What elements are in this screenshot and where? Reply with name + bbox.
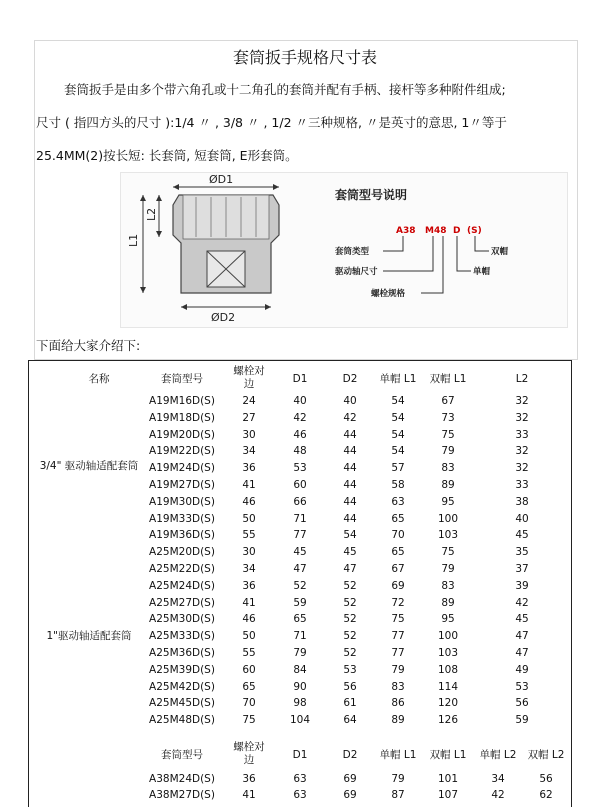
value-cell: 47 xyxy=(515,647,529,659)
model-cell: A25M30D(S) xyxy=(149,613,215,626)
value-cell: 77 xyxy=(293,529,307,542)
value-cell: 75 xyxy=(441,546,455,559)
model-cell: A25M33D(S) xyxy=(149,630,215,643)
value-cell: 67 xyxy=(441,395,455,407)
value-cell: 79 xyxy=(391,773,405,785)
value-cell: 24 xyxy=(242,395,256,407)
value-cell: 40 xyxy=(343,395,357,407)
value-cell: 27 xyxy=(242,411,256,424)
value-cell: 89 xyxy=(441,596,455,609)
value-cell: 36 xyxy=(242,462,256,475)
model-cell: A19M27D(S) xyxy=(149,479,215,491)
col-header-single-l1: 单帽 L1 xyxy=(379,373,417,385)
value-cell: 41 xyxy=(242,596,256,609)
value-cell: 54 xyxy=(391,395,405,407)
value-cell: 65 xyxy=(391,512,405,525)
value-cell: 73 xyxy=(441,411,455,424)
page-title: 套筒扳手规格尺寸表 xyxy=(232,48,377,67)
value-cell: 42 xyxy=(491,789,505,801)
value-cell: 126 xyxy=(437,714,459,727)
value-cell: 55 xyxy=(242,529,256,542)
value-cell: 83 xyxy=(441,462,455,475)
value-cell: 100 xyxy=(437,630,459,643)
legend-thread: 螺栓规格 xyxy=(371,289,406,299)
value-cell: 103 xyxy=(437,529,459,542)
value-cell: 40 xyxy=(293,395,307,407)
value-cell: 53 xyxy=(515,680,529,693)
socket-diagram-svg xyxy=(121,173,567,327)
model-cell: A25M45D(S) xyxy=(149,697,215,710)
value-cell: 89 xyxy=(441,479,455,491)
value-cell: 42 xyxy=(293,411,307,424)
value-cell: 75 xyxy=(441,428,455,441)
value-cell: 44 xyxy=(343,462,357,475)
value-cell: 52 xyxy=(343,613,357,626)
value-cell: 54 xyxy=(391,411,405,424)
value-cell: 39 xyxy=(515,579,529,592)
value-cell: 79 xyxy=(441,445,455,458)
value-cell: 104 xyxy=(289,714,311,727)
value-cell: 58 xyxy=(391,479,405,491)
value-cell: 103 xyxy=(437,647,459,659)
value-cell: 95 xyxy=(441,495,455,508)
value-cell: 42 xyxy=(343,411,357,424)
model-cell: A25M24D(S) xyxy=(149,579,215,592)
code-a: A38 xyxy=(396,226,416,236)
code-d: D xyxy=(453,226,461,236)
value-cell: 47 xyxy=(293,563,307,575)
value-cell: 34 xyxy=(242,563,256,575)
value-cell: 52 xyxy=(343,647,357,659)
value-cell: 98 xyxy=(293,697,307,710)
value-cell: 41 xyxy=(242,479,256,491)
paragraph-line-1: 套筒扳手是由多个带六角孔或十二角孔的套筒并配有手柄、接杆等多种附件组成; xyxy=(64,82,506,97)
value-cell: 30 xyxy=(242,428,256,441)
value-cell: 50 xyxy=(242,512,256,525)
value-cell: 69 xyxy=(343,789,357,801)
value-cell: 114 xyxy=(437,680,459,693)
model-cell: A19M16D(S) xyxy=(149,395,215,407)
model-cell: A25M27D(S) xyxy=(149,596,215,609)
model-cell: A19M30D(S) xyxy=(149,495,215,508)
value-cell: 120 xyxy=(437,697,459,710)
model-cell: A19M33D(S) xyxy=(149,512,215,525)
value-cell: 79 xyxy=(293,647,307,659)
value-cell: 32 xyxy=(515,395,529,407)
value-cell: 70 xyxy=(242,697,256,710)
col2-header-single-l1: 单帽 L1 xyxy=(379,749,417,761)
value-cell: 30 xyxy=(242,546,256,559)
col-header-model: 套筒型号 xyxy=(161,373,203,385)
legend-single: 单帽 xyxy=(473,267,491,277)
value-cell: 89 xyxy=(391,714,405,727)
value-cell: 90 xyxy=(293,680,307,693)
value-cell: 59 xyxy=(293,596,307,609)
value-cell: 45 xyxy=(515,529,529,542)
value-cell: 46 xyxy=(242,495,256,508)
value-cell: 44 xyxy=(343,495,357,508)
value-cell: 60 xyxy=(242,663,256,676)
value-cell: 64 xyxy=(343,714,357,727)
model-cell: A38M27D(S) xyxy=(149,789,215,801)
value-cell: 38 xyxy=(515,495,529,508)
value-cell: 54 xyxy=(391,428,405,441)
value-cell: 45 xyxy=(515,613,529,626)
value-cell: 63 xyxy=(293,773,307,785)
value-cell: 86 xyxy=(391,697,405,710)
model-cell: A19M22D(S) xyxy=(149,445,215,458)
value-cell: 56 xyxy=(343,680,357,693)
value-cell: 62 xyxy=(539,789,553,801)
value-cell: 36 xyxy=(242,773,256,785)
value-cell: 44 xyxy=(343,479,357,491)
model-cell: A25M20D(S) xyxy=(149,546,215,559)
code-s: (S) xyxy=(467,226,482,236)
value-cell: 32 xyxy=(515,411,529,424)
group-name-1-drive: 1"驱动轴适配套筒 xyxy=(46,630,132,642)
value-cell: 44 xyxy=(343,445,357,458)
value-cell: 61 xyxy=(343,697,357,710)
value-cell: 108 xyxy=(437,663,459,676)
col2-header-model: 套筒型号 xyxy=(161,749,203,761)
value-cell: 36 xyxy=(242,579,256,592)
model-cell: A25M48D(S) xyxy=(149,714,215,727)
intro-text: 下面给大家介绍下: xyxy=(36,338,141,353)
value-cell: 66 xyxy=(293,495,307,508)
value-cell: 41 xyxy=(242,789,256,801)
value-cell: 71 xyxy=(293,512,307,525)
col-header-bolt: 螺栓对边 xyxy=(233,365,265,390)
value-cell: 55 xyxy=(242,647,256,659)
legend-drive: 驱动轴尺寸 xyxy=(335,267,378,277)
value-cell: 34 xyxy=(491,773,505,785)
col2-header-double-l1: 双帽 L1 xyxy=(429,749,467,761)
value-cell: 50 xyxy=(242,630,256,643)
value-cell: 65 xyxy=(293,613,307,626)
value-cell: 56 xyxy=(515,697,529,710)
value-cell: 69 xyxy=(343,773,357,785)
value-cell: 40 xyxy=(515,512,529,525)
l1-label: L1 xyxy=(127,233,140,247)
model-cell: A19M20D(S) xyxy=(149,428,215,441)
group-name-3-4-drive: 3/4" 驱动轴适配套筒 xyxy=(39,460,139,472)
col2-header-d2: D2 xyxy=(342,749,358,761)
col-header-d1: D1 xyxy=(292,373,308,385)
value-cell: 63 xyxy=(391,495,405,508)
model-cell: A19M36D(S) xyxy=(149,529,215,542)
model-cell: A25M42D(S) xyxy=(149,680,215,693)
l2-label: L2 xyxy=(145,207,158,221)
value-cell: 45 xyxy=(343,546,357,559)
value-cell: 46 xyxy=(293,428,307,441)
paragraph-line-3: 25.4MM(2)按长短: 长套筒, 短套筒, E形套筒。 xyxy=(36,148,298,163)
value-cell: 37 xyxy=(515,563,529,575)
value-cell: 49 xyxy=(515,663,529,676)
model-cell: A19M24D(S) xyxy=(149,462,215,475)
value-cell: 47 xyxy=(343,563,357,575)
value-cell: 71 xyxy=(293,630,307,643)
value-cell: 63 xyxy=(293,789,307,801)
value-cell: 72 xyxy=(391,596,405,609)
value-cell: 79 xyxy=(441,563,455,575)
col2-header-double-l2: 双帽 L2 xyxy=(527,749,565,761)
value-cell: 44 xyxy=(343,512,357,525)
value-cell: 48 xyxy=(293,445,307,458)
value-cell: 33 xyxy=(515,479,529,491)
value-cell: 75 xyxy=(242,714,256,727)
value-cell: 65 xyxy=(391,546,405,559)
value-cell: 60 xyxy=(293,479,307,491)
code-m: M48 xyxy=(425,226,447,236)
col-header-name: 名称 xyxy=(88,373,110,385)
legend-type: 套筒类型 xyxy=(335,247,370,257)
model-cell: A25M22D(S) xyxy=(149,563,215,575)
value-cell: 77 xyxy=(391,647,405,659)
col-header-l2: L2 xyxy=(515,373,529,385)
value-cell: 100 xyxy=(437,512,459,525)
d2-label: ØD2 xyxy=(211,311,236,324)
spec-table xyxy=(28,360,572,807)
value-cell: 83 xyxy=(441,579,455,592)
value-cell: 67 xyxy=(391,563,405,575)
value-cell: 32 xyxy=(515,462,529,475)
col-header-d2: D2 xyxy=(342,373,358,385)
col-header-double-l1: 双帽 L1 xyxy=(429,373,467,385)
value-cell: 69 xyxy=(391,579,405,592)
value-cell: 33 xyxy=(515,428,529,441)
value-cell: 53 xyxy=(293,462,307,475)
legend-double: 双帽 xyxy=(491,247,509,257)
value-cell: 34 xyxy=(242,445,256,458)
value-cell: 56 xyxy=(539,773,553,785)
value-cell: 53 xyxy=(343,663,357,676)
value-cell: 54 xyxy=(391,445,405,458)
value-cell: 47 xyxy=(515,630,529,643)
model-cell: A25M39D(S) xyxy=(149,663,215,676)
value-cell: 32 xyxy=(515,445,529,458)
value-cell: 95 xyxy=(441,613,455,626)
value-cell: 45 xyxy=(293,546,307,559)
value-cell: 87 xyxy=(391,789,405,801)
col2-header-d1: D1 xyxy=(292,749,308,761)
legend-title: 套筒型号说明 xyxy=(335,188,408,202)
value-cell: 54 xyxy=(343,529,357,542)
model-cell: A38M24D(S) xyxy=(149,773,215,785)
value-cell: 46 xyxy=(242,613,256,626)
value-cell: 59 xyxy=(515,714,529,727)
value-cell: 52 xyxy=(293,579,307,592)
col2-header-single-l2: 单帽 L2 xyxy=(479,749,517,761)
socket-diagram xyxy=(120,172,568,328)
value-cell: 52 xyxy=(343,596,357,609)
value-cell: 70 xyxy=(391,529,405,542)
value-cell: 75 xyxy=(391,613,405,626)
value-cell: 57 xyxy=(391,462,405,475)
value-cell: 35 xyxy=(515,546,529,559)
col2-header-bolt: 螺栓对边 xyxy=(233,741,265,766)
value-cell: 83 xyxy=(391,680,405,693)
model-cell: A19M18D(S) xyxy=(149,411,215,424)
value-cell: 101 xyxy=(437,773,459,785)
value-cell: 52 xyxy=(343,579,357,592)
value-cell: 44 xyxy=(343,428,357,441)
value-cell: 42 xyxy=(515,596,529,609)
model-cell: A25M36D(S) xyxy=(149,647,215,659)
paragraph-line-2: 尺寸 ( 指四方头的尺寸 ):1/4 〃 , 3/8 〃 , 1/2 〃三种规格, 〃是英寸的意思, 1〃等于 xyxy=(36,115,507,130)
value-cell: 65 xyxy=(242,680,256,693)
value-cell: 107 xyxy=(437,789,459,801)
value-cell: 52 xyxy=(343,630,357,643)
d1-label: ØD1 xyxy=(209,173,234,186)
value-cell: 84 xyxy=(293,663,307,676)
value-cell: 79 xyxy=(391,663,405,676)
value-cell: 77 xyxy=(391,630,405,643)
